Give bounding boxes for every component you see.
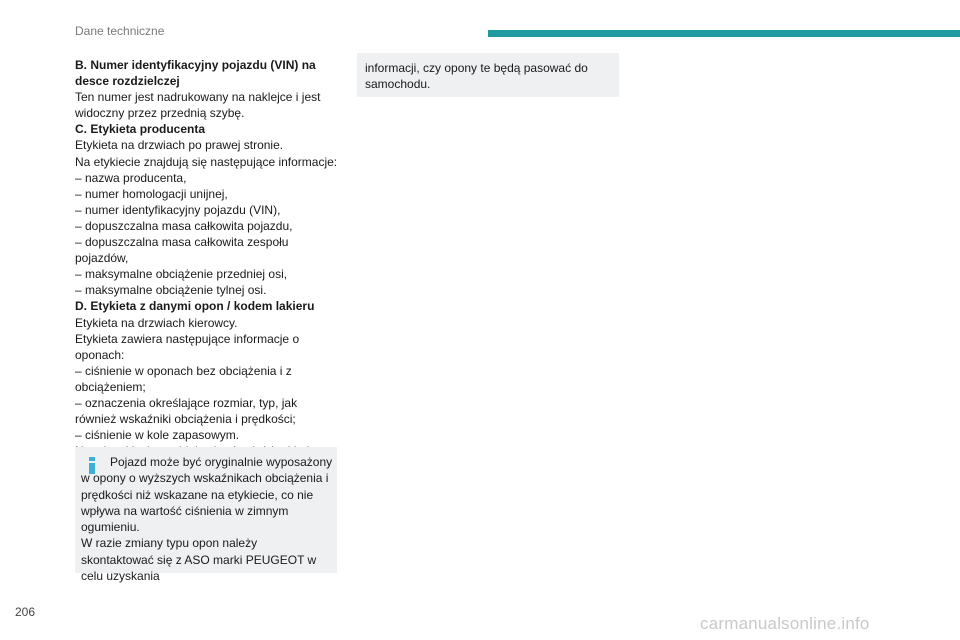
note-continuation: informacji, czy opony te będą pasować do samochodu. — [365, 61, 588, 92]
list-item: – oznaczenia określające rozmiar, typ, jak również wskaźniki obciążenia i prędkości; — [75, 395, 298, 427]
note-paragraph: W razie zmiany typu opon należy skontaktować się z ASO marki PEUGEOT w celu uzyskania — [81, 536, 317, 584]
section-b-heading: B. Numer identyfikacyjny pojazdu (VIN) na desce rozdzielczej — [75, 58, 316, 89]
list-item: – dopuszczalna masa całkowita zespołu pojazdów, — [75, 235, 289, 266]
section-c-text: Etykieta na drzwiach po prawej stronie. — [75, 138, 284, 153]
section-c-heading: C. Etykieta producenta — [75, 122, 206, 137]
list-item: – nazwa producenta, — [75, 170, 187, 185]
header-title: Dane techniczne — [75, 24, 165, 38]
main-column — [75, 57, 340, 475]
section-d-intro: Etykieta zawiera następujące informacje o oponach: — [75, 331, 300, 362]
section-c-intro: Na etykiecie znajdują się następujące informacje: — [75, 154, 338, 169]
section-d-heading: D. Etykieta z danymi opon / kodem lakieru — [75, 299, 315, 314]
note-paragraph: Pojazd może być oryginalnie wyposażony w opony o wyższych wskaźnikach obciążenia i prędkości niż wskazane na etykiecie, co nie wpływa na wartość ciśnienia w zimnym ogumieniu. — [81, 455, 333, 535]
header-accent-bar — [488, 30, 960, 37]
list-item: – maksymalne obciążenie tylnej osi. — [75, 283, 267, 298]
info-note-box — [75, 447, 337, 584]
section-d-text: Etykieta na drzwiach kierowcy. — [75, 315, 238, 330]
list-item: – ciśnienie w kole zapasowym. — [75, 428, 240, 443]
page-number: 206 — [15, 605, 36, 619]
list-item: – dopuszczalna masa całkowita pojazdu, — [75, 218, 293, 233]
info-note-continuation-box — [357, 53, 619, 97]
list-item: – numer homologacji unijnej, — [75, 186, 228, 201]
watermark: carmanualsonline.info — [700, 614, 870, 633]
list-item: – ciśnienie w oponach bez obciążenia i z obciążeniem; — [75, 363, 292, 394]
section-b-text: Ten numer jest nadrukowany na naklejce i jest widoczny przez przednią szybę. — [75, 90, 321, 121]
list-item: – maksymalne obciążenie przedniej osi, — [75, 267, 288, 282]
list-item: – numer identyfikacyjny pojazdu (VIN), — [75, 202, 281, 217]
